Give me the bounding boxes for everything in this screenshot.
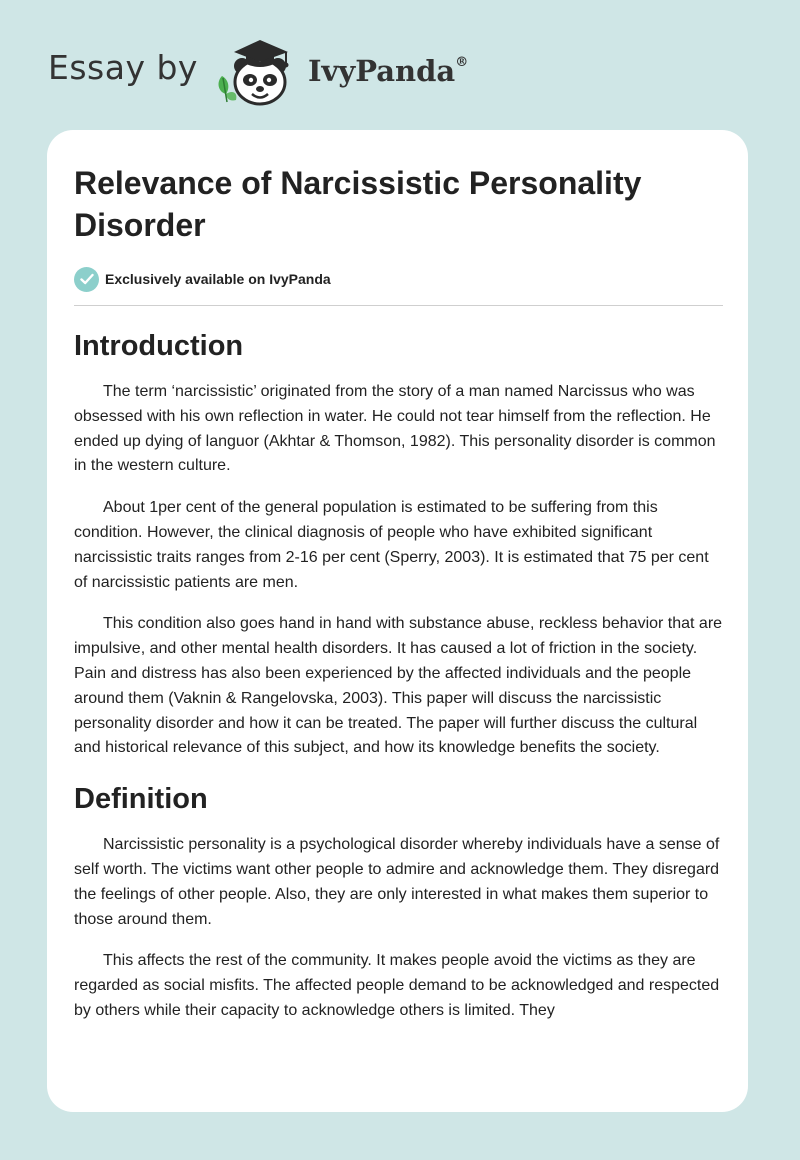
essay-card [47, 130, 748, 1112]
site-header-logo[interactable] [48, 30, 468, 110]
brand-name [308, 54, 468, 88]
paragraph: This affects the rest of the community. It makes people avoid the victims as they are regarded as social misfits. The affected people demand to be acknowledged and respected by others while their capacity to acknowledge others is limited. They [74, 952, 720, 1019]
essay-by-label: Essay by [48, 47, 198, 87]
paragraph: Narcissistic personality is a psychological disorder whereby individuals have a sense of self worth. The victims want other people to admire and acknowledge them. They disregard the feelings of other people. Also, they are only interested in what makes them superior to those around them. [74, 836, 720, 928]
paragraph: About 1per cent of the general population is estimated to be suffering from this condition. However, the clinical diagnosis of people who have exhibited significant narcissistic traits ranges from 2-16 per cent (Sperry, 2003). It is estimated that 75 per cent of narcissistic patients are men. [74, 499, 709, 591]
paragraph: This condition also goes hand in hand with substance abuse, reckless behavior that are impulsive, and other mental health disorders. It has caused a lot of friction in the society. Pain and distress has also been experienced by the affected individuals and the people around them (Vaknin & Rangelovska, 2003). This paper will discuss the narcissistic personality disorder and how it can be treated. The paper will further discuss the cultural and historical relevance of this subject, and how its knowledge benefits the society. [74, 615, 723, 757]
title-divider [74, 305, 723, 306]
essay-content [74, 162, 723, 1024]
check-circle-icon [74, 267, 99, 292]
registered-mark: ® [455, 55, 469, 71]
page-title: Relevance of Narcissistic Personality Disorder [74, 165, 642, 243]
section-heading-definition: Definition [74, 783, 208, 816]
section-heading-introduction: Introduction [74, 330, 244, 362]
paragraph: The term ‘narcissistic’ originated from the story of a man named Narcissus who was obsessed with his own reflection in water. He could not tear himself from the reflection. He ended up dying of languor (Akhtar & Thomson, 1982). This personality disorder is common in the western culture. [74, 383, 716, 475]
exclusive-badge-label: Exclusively available on IvyPanda [105, 271, 331, 287]
brand-name-text: IvyPanda [307, 54, 456, 88]
panda-graduate-icon [212, 30, 302, 110]
exclusive-badge [74, 265, 723, 293]
